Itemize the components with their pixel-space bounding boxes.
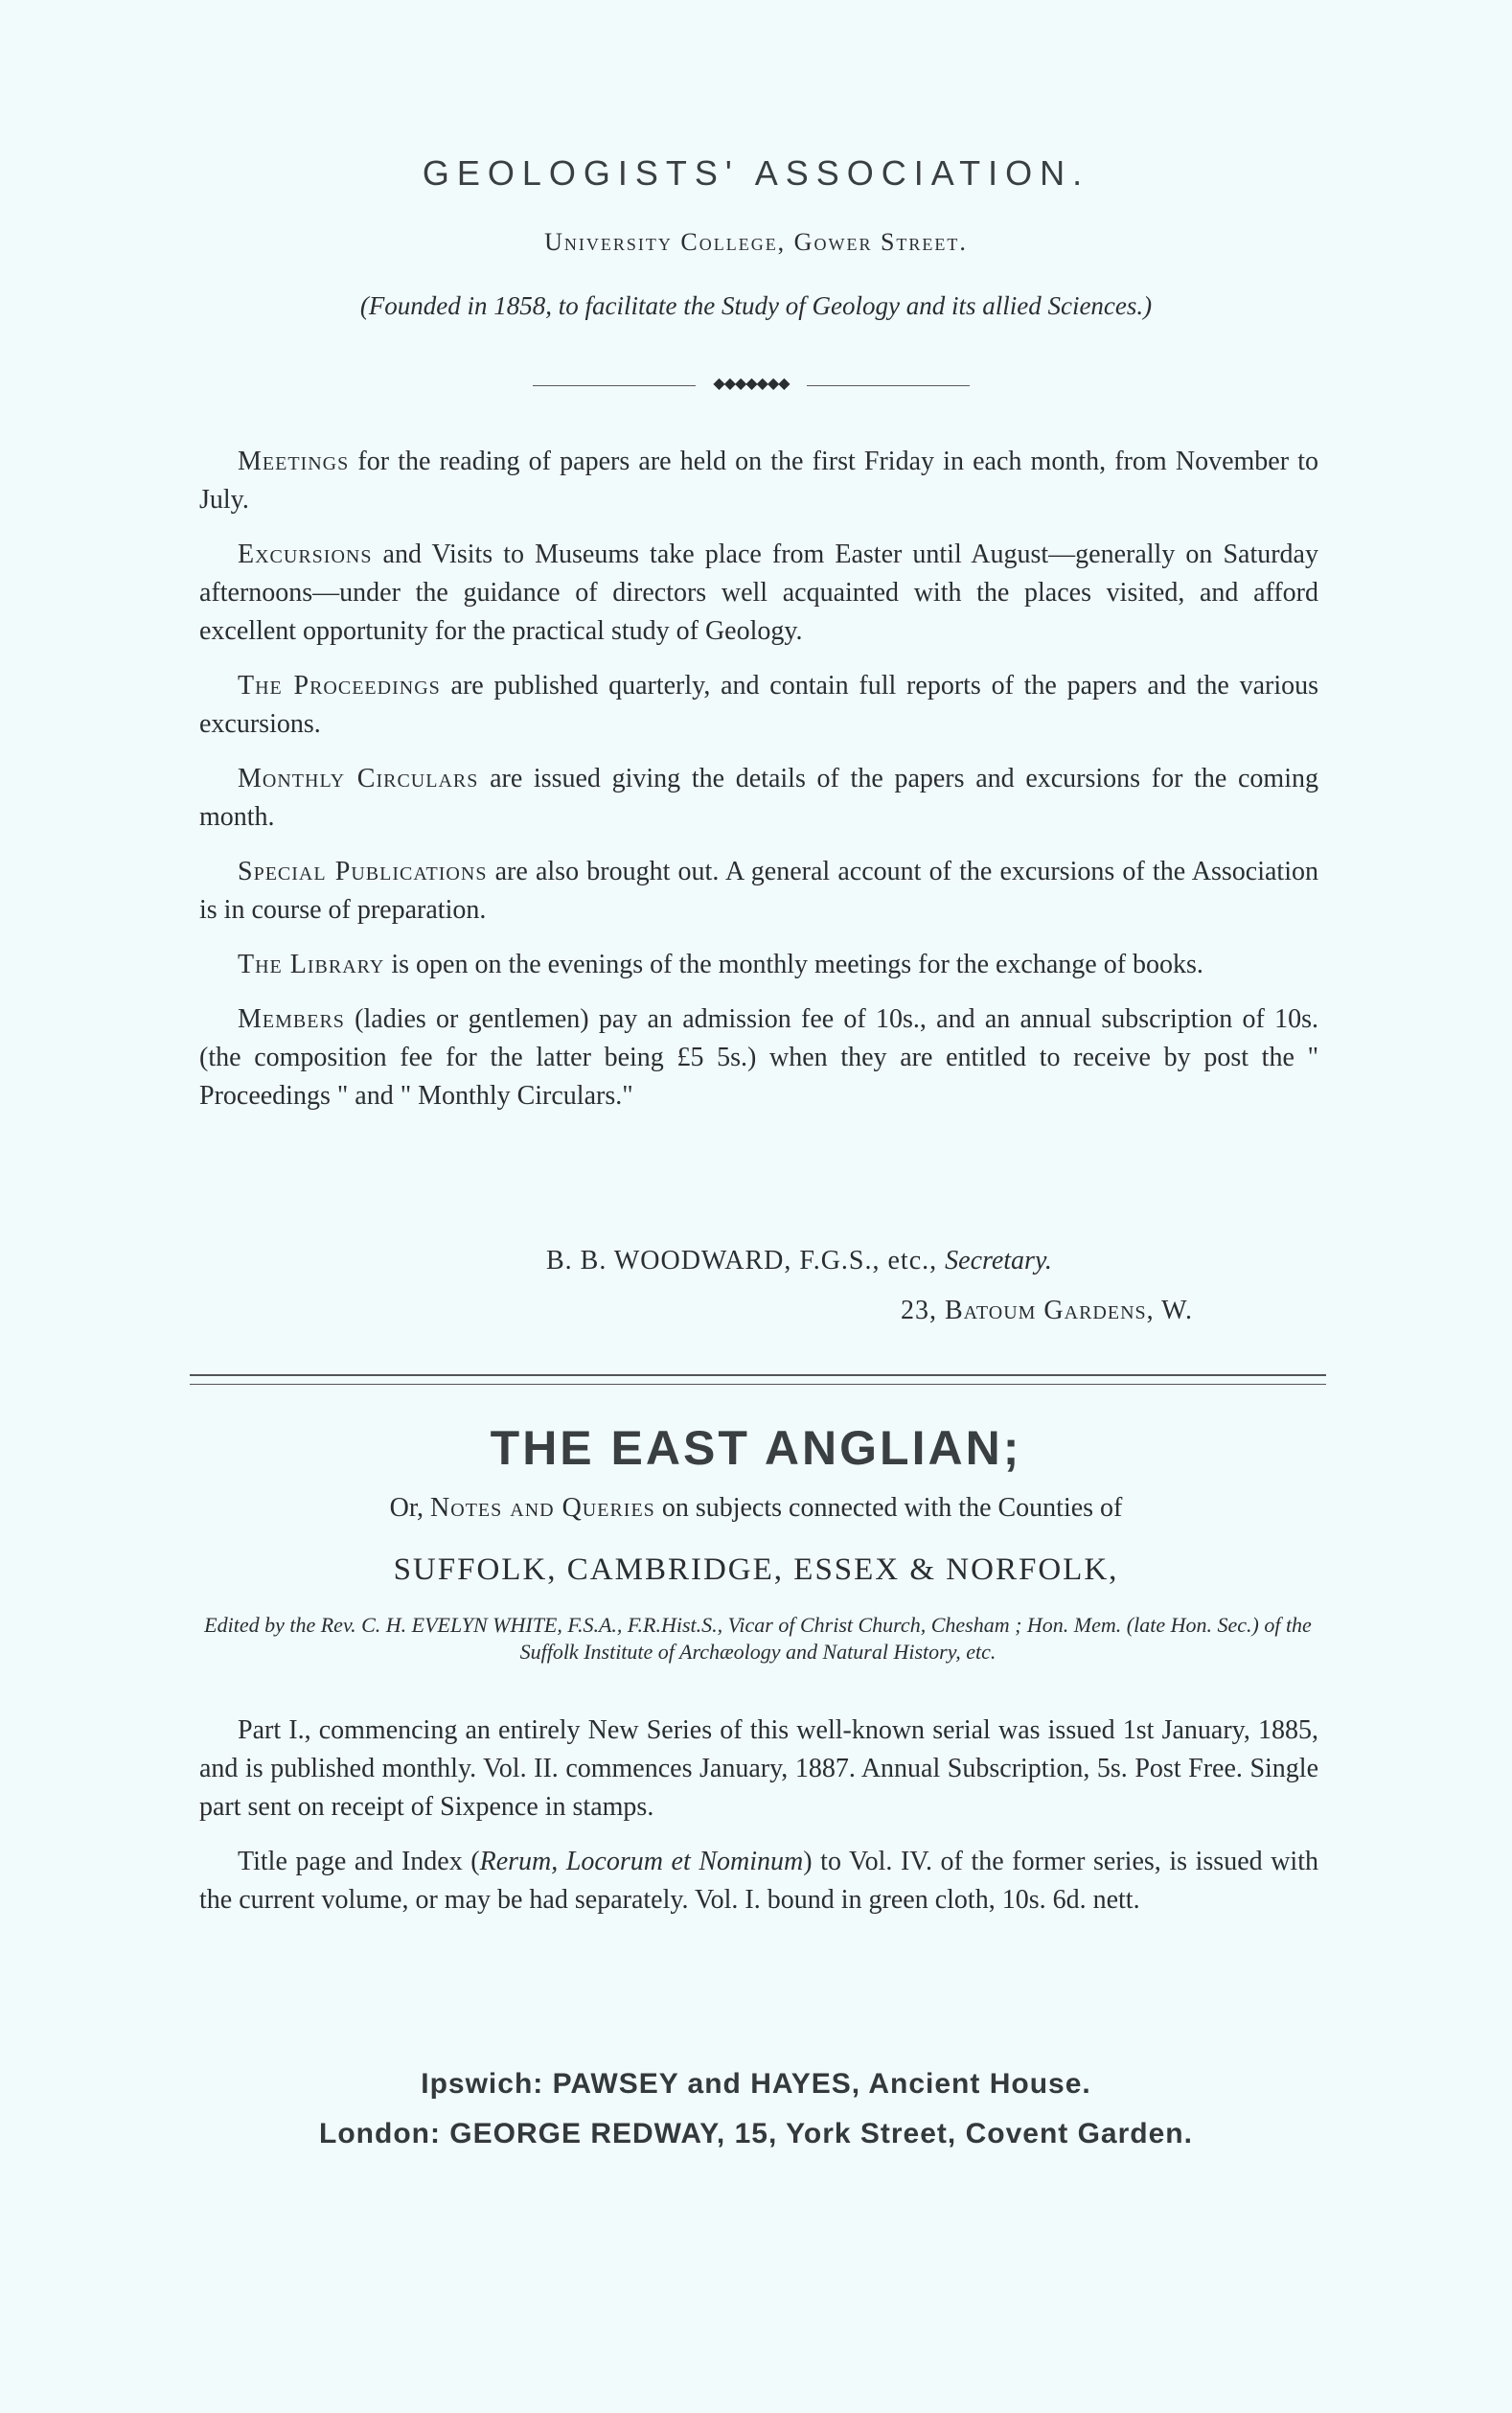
geologists-founded: (Founded in 1858, to facilitate the Study of Geology and its allied Sciences.) xyxy=(359,291,1153,320)
paragraph-text: are published quarterly, and contain full reports of the papers and the various excursions. xyxy=(199,671,1318,739)
index-text-post: ) to Vol. IV. of the former series, is issued with the current volume, or may be had separately. Vol. I. bound in green cloth, 10s. 6d. nett. xyxy=(199,1847,1318,1915)
section-divider xyxy=(190,1374,1326,1385)
paragraph-text: and Visits to Museums take place from Easter until August—generally on Saturday afternoons—under the guidance of directors well acquainted with the places visited, and afford excellent opportunity for the practical study of Geology. xyxy=(199,540,1318,646)
east-anglian-subtitle xyxy=(0,1493,1512,1524)
imprint-london: London: GEORGE REDWAY, 15, York Street, Covent Garden. xyxy=(319,2118,1193,2149)
paragraph-circulars xyxy=(199,760,1318,837)
paragraph-lead: The Library xyxy=(238,950,385,979)
subtitle-notes-queries: Notes and Queries xyxy=(430,1493,655,1523)
geologists-paragraphs xyxy=(199,443,1318,1132)
divider-ornament: ◆◆◆◆◆◆◆ xyxy=(713,376,790,392)
paragraph-text: is open on the evenings of the monthly meetings for the exchange of books. xyxy=(384,950,1203,979)
secretary-name: B. B. WOODWARD, F.G.S., etc., xyxy=(546,1246,946,1275)
paragraph-text: (ladies or gentlemen) pay an admission fee of 10s., and an annual subscription of 10s. (the composition fee for the latter being £5 5s.) when they are entitled to receive by post the " Proceedings " and " Monthly Circulars." xyxy=(199,1004,1318,1111)
secretary-signature xyxy=(546,1246,1052,1276)
paragraph-text: are issued giving the details of the papers and excursions for the coming month. xyxy=(199,764,1318,832)
subtitle-prefix: Or, xyxy=(389,1493,431,1523)
east-anglian-title: THE EAST ANGLIAN; xyxy=(490,1421,1022,1475)
index-text-pre: Title page and Index ( xyxy=(238,1847,480,1876)
paragraph-lead: Members xyxy=(238,1004,345,1034)
ornamental-divider xyxy=(533,376,970,395)
east-anglian-editor: Edited by the Rev. C. H. EVELYN WHITE, F.S.A., F.R.Hist.S., Vicar of Christ Church, Chesham ; Hon. Mem. (late Hon. Sec.) of the Suffolk Institute of Archæology and Natural History, etc. xyxy=(204,1613,1312,1664)
paragraph-excursions xyxy=(199,536,1318,651)
geologists-address: University College, Gower Street. xyxy=(544,228,968,256)
paragraph-lead: Meetings xyxy=(238,447,350,476)
paragraph-text: are also brought out. A general account of the excursions of the Association is in course of preparation. xyxy=(199,857,1318,925)
subtitle-suffix: on subjects connected with the Counties of xyxy=(654,1493,1123,1523)
paragraph-title-index xyxy=(199,1843,1318,1919)
divider-line-left xyxy=(533,385,696,386)
paragraph-lead: Excursions xyxy=(238,540,373,569)
paragraph-meetings xyxy=(199,443,1318,519)
east-anglian-counties: SUFFOLK, CAMBRIDGE, ESSEX & NORFOLK, xyxy=(393,1552,1119,1587)
paragraph-lead: The Proceedings xyxy=(238,671,441,701)
paragraph-part-one: Part I., commencing an entirely New Series of this well-known serial was issued 1st January, 1885, and is published monthly. Vol. II. commences January, 1887. Annual Subscription, 5s. Post Free. Single part sent on receipt of Sixpence in stamps. xyxy=(199,1715,1318,1822)
paragraph-members xyxy=(199,1000,1318,1115)
secretary-address: 23, Batoum Gardens, W. xyxy=(901,1296,1194,1325)
geologists-title: GEOLOGISTS' ASSOCIATION. xyxy=(422,153,1090,193)
paragraph-lead: Special Publications xyxy=(238,857,488,886)
imprint-ipswich: Ipswich: PAWSEY and HAYES, Ancient House. xyxy=(421,2068,1091,2100)
paragraph-library xyxy=(199,946,1318,984)
paragraph-proceedings xyxy=(199,667,1318,744)
divider-line-right xyxy=(807,385,970,386)
index-text-italic: Rerum, Locorum et Nominum xyxy=(479,1847,804,1876)
east-anglian-paragraphs xyxy=(199,1712,1318,1936)
secretary-title: Secretary. xyxy=(945,1246,1052,1275)
paragraph-text: for the reading of papers are held on the first Friday in each month, from November to July. xyxy=(199,447,1318,515)
paragraph-publications xyxy=(199,853,1318,930)
paragraph-lead: Monthly Circulars xyxy=(238,764,479,793)
